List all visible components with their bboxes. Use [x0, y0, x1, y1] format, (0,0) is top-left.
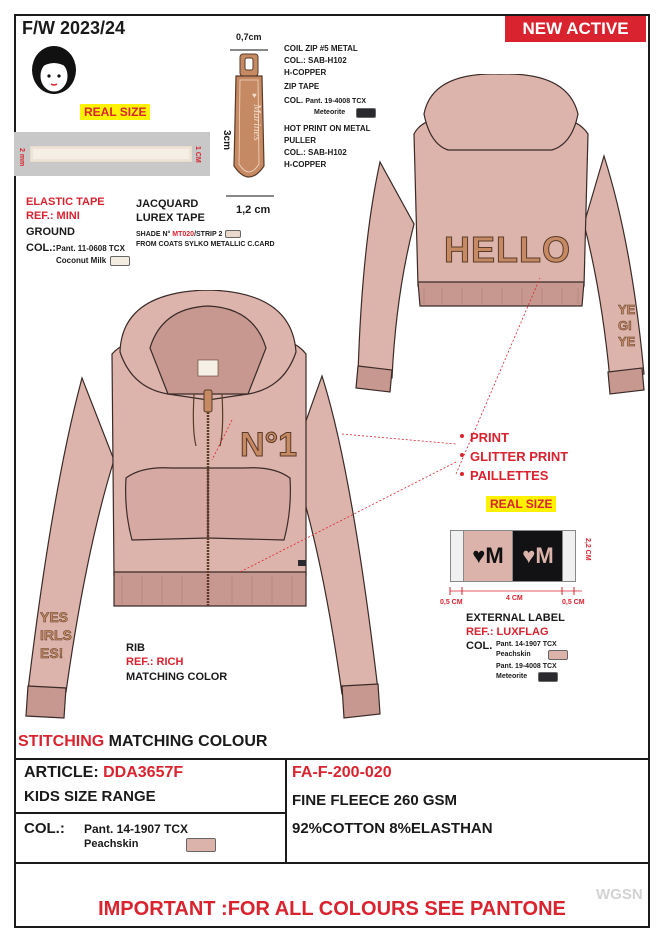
article-row: ARTICLE: DDA3657F — [24, 764, 184, 781]
back-sleeve-print-3: YE — [618, 334, 636, 349]
jacquard-line2: LUREX TAPE — [136, 212, 205, 224]
svg-text:♥: ♥ — [252, 91, 257, 100]
elastic-tape-ref: REF.: MINI — [26, 210, 80, 222]
rib-title: RIB — [126, 642, 145, 654]
hoodie-back-view — [352, 74, 648, 404]
elastic-dim-height: 2 mm — [18, 148, 25, 167]
zip-spec-8: PULLER — [284, 136, 316, 145]
back-sleeve-print-1: YE — [618, 302, 636, 317]
zip-spec-9: COL.: SAB-H102 — [284, 148, 347, 157]
fabric-description: FINE FLEECE 260 GSM — [292, 792, 458, 809]
table-col-value: Pant. 14-1907 TCX — [84, 822, 189, 836]
zip-spec-6: Meteorite — [314, 109, 346, 116]
jacquard-line1: JACQUARD — [136, 198, 199, 210]
table-col-label: COL.: — [24, 820, 65, 837]
ext-label-col2-name: Meteorite — [496, 673, 528, 680]
peachskin-swatch-table — [186, 838, 216, 852]
fabric-composition: 92%COTTON 8%ELASTHAN — [292, 820, 493, 837]
zip-dim-bottom: 1,2 cm — [236, 204, 271, 216]
zip-spec-7: HOT PRINT ON METAL — [284, 124, 371, 133]
jacquard-shade: SHADE N° MT020/STRIP 2 — [136, 230, 241, 239]
fabric-code: FA-F-200-020 — [292, 764, 392, 781]
ext-label-name: EXTERNAL LABEL — [466, 612, 565, 624]
stitching-note: STITCHING MATCHING COLOUR — [18, 733, 268, 750]
zip-spec-4: ZIP TAPE — [284, 82, 320, 91]
ext-label-col-label: COL. — [466, 640, 493, 652]
jacquard-from: FROM COATS SYLKO METALLIC C.CARD — [136, 241, 275, 248]
ext-label-peach-half: ♥M — [462, 530, 514, 582]
front-sleeve-print-1: YES — [40, 609, 69, 625]
rib-matching: MATCHING COLOR — [126, 671, 228, 683]
spec-table-bottom — [16, 862, 648, 864]
zip-spec-5: COL. Pant. 19-4008 TCX — [284, 96, 367, 105]
elastic-tape-sample — [30, 146, 192, 162]
front-sleeve-print-2: IRLS — [40, 627, 72, 643]
footer-pantone-note: IMPORTANT :FOR ALL COLOURS SEE PANTONE — [98, 898, 566, 920]
front-chest-print: N°1 — [240, 426, 298, 464]
elastic-tape-name: ELASTIC TAPE — [26, 196, 105, 208]
elastic-col-label: COL.: — [26, 242, 56, 254]
note-glitter-print: GLITTER PRINT — [470, 449, 569, 464]
ext-label-dark-half: ♥M — [512, 530, 564, 582]
watermark: WGSN — [596, 886, 643, 903]
back-sleeve-print-2: GI — [618, 318, 632, 333]
real-size-tag-label: REAL SIZE — [486, 496, 556, 512]
ext-label-dim-mid: 4 CM — [506, 595, 523, 602]
elastic-dim-width: 1 CM — [194, 146, 201, 163]
peachskin-swatch-label — [548, 650, 568, 660]
note-print: PRINT — [470, 430, 509, 445]
zip-spec-1: COIL ZIP #5 METAL — [284, 44, 358, 53]
elastic-tape-ground: GROUND — [26, 226, 75, 238]
back-print-hello: HELLO — [444, 229, 571, 270]
table-col-name: Peachskin — [84, 838, 139, 850]
ext-label-dim-height: 2,2 CM — [584, 538, 591, 561]
ext-label-col1-value: Pant. 14-1907 TCX — [496, 641, 557, 648]
rib-ref: REF.: RICH — [126, 656, 184, 668]
ext-label-col2-value: Pant. 19-4008 TCX — [496, 663, 557, 670]
new-active-badge: NEW ACTIVE — [505, 16, 646, 42]
zip-dim-top: 0,7cm — [236, 32, 262, 42]
season-title: F/W 2023/24 — [22, 18, 126, 38]
elastic-col-value: Pant. 11-0608 TCX — [56, 244, 125, 253]
real-size-tag-elastic: REAL SIZE — [80, 104, 150, 120]
ext-label-fold-left — [450, 530, 464, 582]
coconut-milk-swatch — [110, 256, 130, 266]
ext-label-dim-right: 0,5 CM — [562, 599, 585, 606]
zip-puller-drawing — [218, 46, 280, 198]
spec-table-col-divider — [285, 758, 287, 862]
note-paillettes: PAILLETTES — [470, 468, 549, 483]
hoodie-front-view — [22, 290, 382, 720]
ext-label-dim-left: 0,5 CM — [440, 599, 463, 606]
elastic-col-name: Coconut Milk — [56, 256, 107, 265]
front-sleeve-print-3: ES! — [40, 645, 64, 661]
kids-size-range: KIDS SIZE RANGE — [24, 788, 156, 805]
zip-spec-3: H-COPPER — [284, 68, 327, 77]
zip-puller-text: Marines — [251, 104, 263, 141]
ext-label-ref: REF.: LUXFLAG — [466, 626, 549, 638]
zip-dim-side: 3cm — [221, 130, 232, 151]
spec-table-row-divider — [16, 812, 286, 814]
ext-label-col1-name: Peachskin — [496, 651, 531, 658]
ext-label-fold-right — [562, 530, 576, 582]
meteorite-swatch-label — [538, 672, 558, 682]
zip-spec-10: H-COPPER — [284, 160, 327, 169]
zip-spec-2: COL.: SAB-H102 — [284, 56, 347, 65]
brand-girl-logo — [28, 44, 80, 100]
